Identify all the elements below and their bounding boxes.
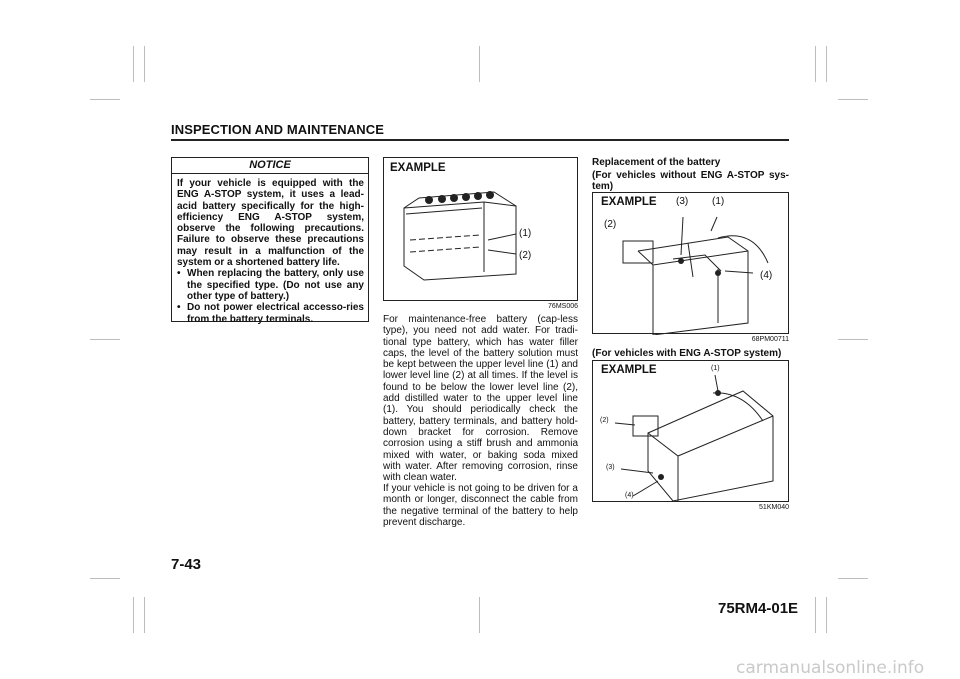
crop-mark xyxy=(144,597,145,633)
figure-title: EXAMPLE xyxy=(601,196,657,208)
notice-intro: If your vehicle is equipped with the ENG A-STOP system, it uses a lead-acid battery specifically for the high-efficiency ENG A-STOP system, observe the following precautions. Failure to observe these precautions may result in a malfunction of the system or a shortened battery life. xyxy=(177,178,364,269)
crop-mark xyxy=(838,99,868,100)
crop-mark xyxy=(815,597,816,633)
crop-mark xyxy=(838,578,868,579)
callout-label: (3) xyxy=(676,196,689,207)
callout-label: (1) xyxy=(711,365,720,372)
crop-mark xyxy=(815,46,816,82)
callout-label: (4) xyxy=(625,492,634,499)
figure-caption: 76MS006 xyxy=(548,303,578,310)
engastop-battery-illustration xyxy=(593,361,790,503)
notice-box xyxy=(171,157,369,325)
storage-paragraph: If your vehicle is not going to be driven for a month or longer, disconnect the cable from the negative terminal of the battery to help prevent discharge. xyxy=(383,483,578,528)
callout-label: (2) xyxy=(519,250,532,261)
crop-mark xyxy=(90,578,120,579)
figure-caption: 68PM00711 xyxy=(751,336,789,343)
crop-mark xyxy=(90,339,120,340)
battery-level-figure xyxy=(383,157,578,301)
callout-label: (1) xyxy=(712,196,725,207)
crop-mark xyxy=(838,339,868,340)
watermark: carmanualsonline.info xyxy=(736,658,925,678)
battery-terminals-figure xyxy=(592,192,789,334)
crop-mark xyxy=(826,46,827,82)
crop-mark xyxy=(479,597,480,633)
crop-mark xyxy=(479,46,480,82)
replacement-heading: Replacement of the battery xyxy=(592,157,721,168)
crop-mark xyxy=(133,46,134,82)
battery-illustration xyxy=(384,158,579,302)
crop-mark xyxy=(826,597,827,633)
with-engastop-subheading: (For vehicles with ENG A-STOP system) xyxy=(592,348,782,359)
notice-title: NOTICE xyxy=(172,158,368,174)
without-engastop-subheading: (For vehicles without ENG A-STOP sys-tem) xyxy=(592,170,789,193)
callout-label: (2) xyxy=(600,417,609,424)
notice-bullet-text: When replacing the battery, only use the specified type. (Do not use any other type of battery.) xyxy=(187,268,364,302)
notice-bullet xyxy=(177,268,364,302)
crop-mark xyxy=(133,597,134,633)
figure-caption: 51KM040 xyxy=(759,504,789,511)
maintenance-paragraph: For maintenance-free battery (cap-less type), you need not add water. For tradi-tional type battery, which has water filler caps, the level of the battery solution must be kept between the upper level line (1) and lower level line (2) at all times. If the level is found to be below the lower level line (2), add distilled water to the upper level line (1). You should periodically check the battery, battery terminals, and battery hold-down bracket for corrosion. Remove corrosion using a stiff brush and ammonia mixed with water, or baking soda mixed with water. After removing corrosion, rinse with clean water. xyxy=(383,314,578,484)
header-rule xyxy=(171,139,789,141)
callout-label: (1) xyxy=(519,228,532,239)
crop-mark xyxy=(90,99,120,100)
section-title: INSPECTION AND MAINTENANCE xyxy=(171,122,385,137)
figure-title: EXAMPLE xyxy=(601,364,657,376)
notice-body xyxy=(172,174,368,325)
callout-label: (2) xyxy=(604,219,617,230)
document-id: 75RM4-01E xyxy=(718,600,799,617)
notice-bullet xyxy=(177,302,364,325)
figure-title: EXAMPLE xyxy=(390,162,446,174)
page-number: 7-43 xyxy=(171,556,202,573)
battery-top-illustration xyxy=(593,193,790,335)
callout-label: (4) xyxy=(760,270,773,281)
callout-label: (3) xyxy=(606,464,615,471)
notice-bullet-text: Do not power electrical accesso-ries from the battery terminals. xyxy=(187,302,364,325)
bullet-icon: • xyxy=(177,268,181,280)
bullet-icon: • xyxy=(177,302,181,314)
crop-mark xyxy=(144,46,145,82)
engastop-battery-figure xyxy=(592,360,789,502)
